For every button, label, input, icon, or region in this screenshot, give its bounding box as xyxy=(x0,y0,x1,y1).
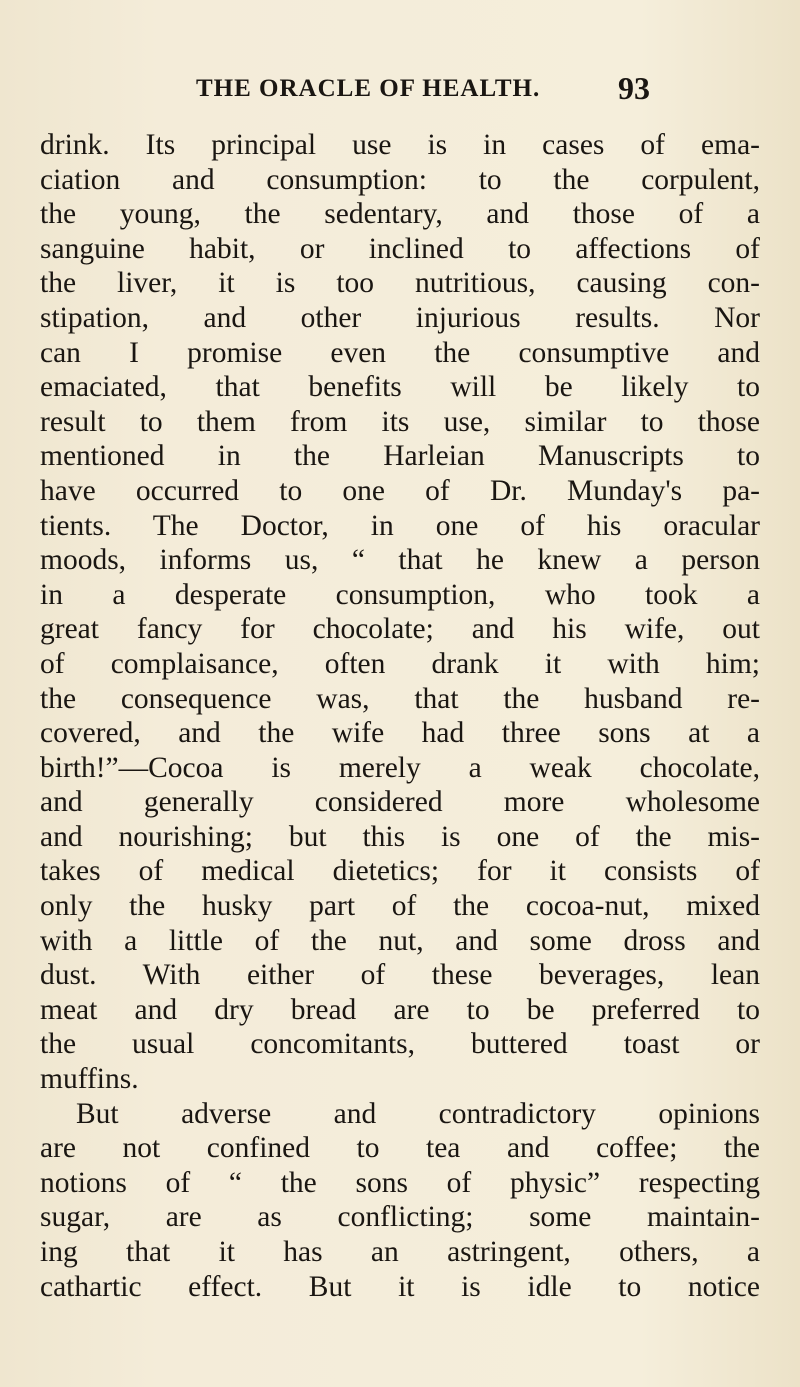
text-line: tients. The Doctor, in one of his oracular xyxy=(40,509,760,542)
text-line: muffins. xyxy=(40,1063,139,1096)
text-line: in a desperate consumption, who took a xyxy=(40,578,760,611)
text-line: and generally considered more wholesome xyxy=(40,786,760,819)
text-line: ing that it has an astringent, others, a xyxy=(40,1236,760,1268)
text-line: sanguine habit, or inclined to affections of xyxy=(40,232,760,265)
text-line: takes of medical dietetics; for it consists of xyxy=(40,855,760,888)
text-line: of complaisance, often drank it with him; xyxy=(40,647,760,680)
text-line: and nourishing; but this is one of the mis- xyxy=(40,820,760,853)
text-line: only the husky part of the cocoa-nut, mixed xyxy=(40,890,760,923)
page-number: 93 xyxy=(618,70,650,106)
text-line: with a little of the nut, and some dross and xyxy=(40,924,760,957)
text-line: birth!”—Cocoa is merely a weak chocolate, xyxy=(40,751,760,784)
text-line: great fancy for chocolate; and his wife, out xyxy=(40,613,760,646)
text-line: the young, the sedentary, and those of a xyxy=(40,198,760,231)
text-line: the usual concomitants, buttered toast or xyxy=(40,1028,760,1061)
text-line: emaciated, that benefits will be likely to xyxy=(40,371,760,404)
text-line: dust. With either of these beverages, lean xyxy=(40,959,760,992)
text-line: the consequence was, that the husband re- xyxy=(40,682,760,715)
text-line: mentioned in the Harleian Manuscripts to xyxy=(40,440,760,473)
text-line: result to them from its use, similar to those xyxy=(40,405,760,438)
text-line: can I promise even the consumptive and xyxy=(40,336,760,369)
text-line: ciation and consumption: to the corpulent, xyxy=(40,163,760,196)
text-line: cathartic effect. But it is idle to notice xyxy=(40,1270,760,1303)
body-text xyxy=(40,128,780,1304)
text-line: drink. Its principal use is in cases of ema- xyxy=(40,129,760,161)
running-head: THE ORACLE OF HEALTH. xyxy=(196,75,541,102)
page-header xyxy=(0,70,800,115)
text-line: are not confined to tea and coffee; the xyxy=(40,1132,760,1165)
text-line: sugar, are as conflicting; some maintain- xyxy=(40,1201,760,1234)
text-line: covered, and the wife had three sons at a xyxy=(40,717,760,750)
text-line: But adverse and contradictory opinions xyxy=(76,1097,760,1130)
text-line: meat and dry bread are to be preferred to xyxy=(40,993,760,1026)
text-line: have occurred to one of Dr. Munday's pa- xyxy=(40,474,760,507)
text-line: notions of “ the sons of physic” respecting xyxy=(40,1166,760,1199)
text-line: stipation, and other injurious results. Nor xyxy=(40,301,760,334)
text-line: moods, informs us, “ that he knew a person xyxy=(40,544,760,577)
text-line: the liver, it is too nutritious, causing con- xyxy=(40,267,760,300)
